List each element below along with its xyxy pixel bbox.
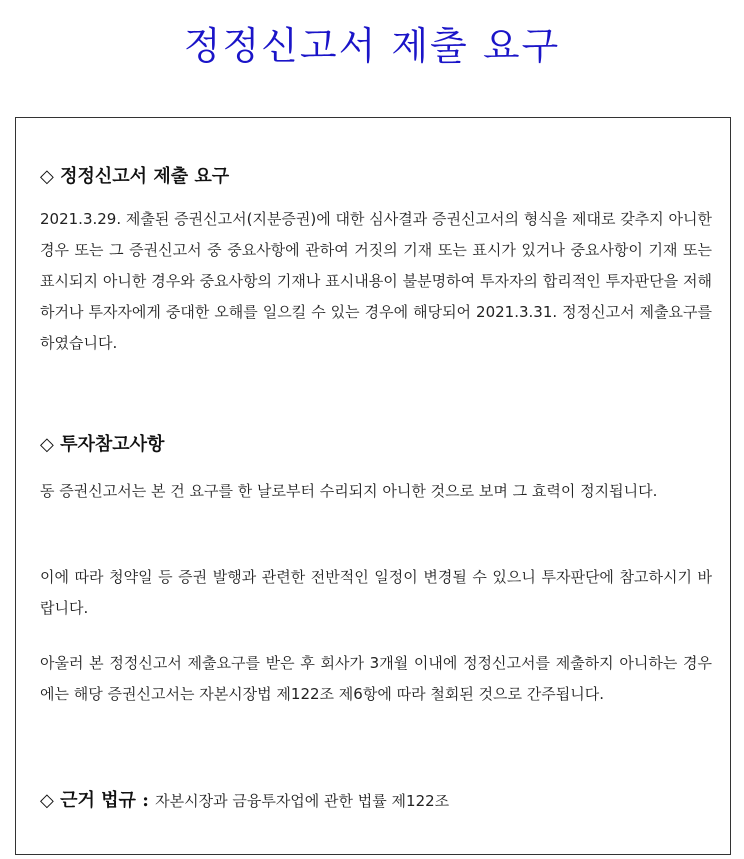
section-heading-investor-notes: ◇ 투자참고사항 [40, 434, 165, 455]
investor-note-paragraph: 이에 따라 청약일 등 증권 발행과 관련한 전반적인 일정이 변경될 수 있으니 투자판단에 참고하시기 바랍니다. [40, 568, 712, 617]
page-title: 정정신고서 제출 요구 [183, 24, 561, 68]
investor-note-paragraph: 아울러 본 정정신고서 제출요구를 받은 후 회사가 3개월 이내에 정정신고서를 제출하지 아니하는 경우에는 해당 증권신고서는 자본시장법 제122조 제6항에 따라 철회된 것으로 간주됩니다. [40, 654, 712, 703]
section-heading-correction-request: ◇ 정정신고서 제출 요구 [40, 166, 230, 187]
legal-basis-heading: ◇ 근거 법규 : [40, 790, 149, 811]
legal-basis-line [40, 786, 449, 812]
notice-box [15, 117, 731, 855]
legal-basis-value: 자본시장과 금융투자업에 관한 법률 제122조 [155, 792, 450, 810]
investor-note-paragraph: 동 증권신고서는 본 건 요구를 한 날로부터 수리되지 아니한 것으로 보며 그 효력이 정지됩니다. [40, 482, 658, 500]
correction-request-body: 2021.3.29. 제출된 증권신고서(지분증권)에 대한 심사결과 증권신고서의 형식을 제대로 갖추지 아니한 경우 또는 그 증권신고서 중 중요사항에 관하여 거짓의 기재 또는 표시가 있거나 중요사항이 기재 또는 표시되지 아니한 경우와 중요사항의 기재나 표시내용이 불분명하여 투자자의 합리적인 투자판단을 저해하거나 투자자에게 중대한 오해를 일으킬 수 있는 경우에 해당되어 2021.3.31. 정정신고서 제출요구를 하였습니다. [40, 210, 712, 352]
